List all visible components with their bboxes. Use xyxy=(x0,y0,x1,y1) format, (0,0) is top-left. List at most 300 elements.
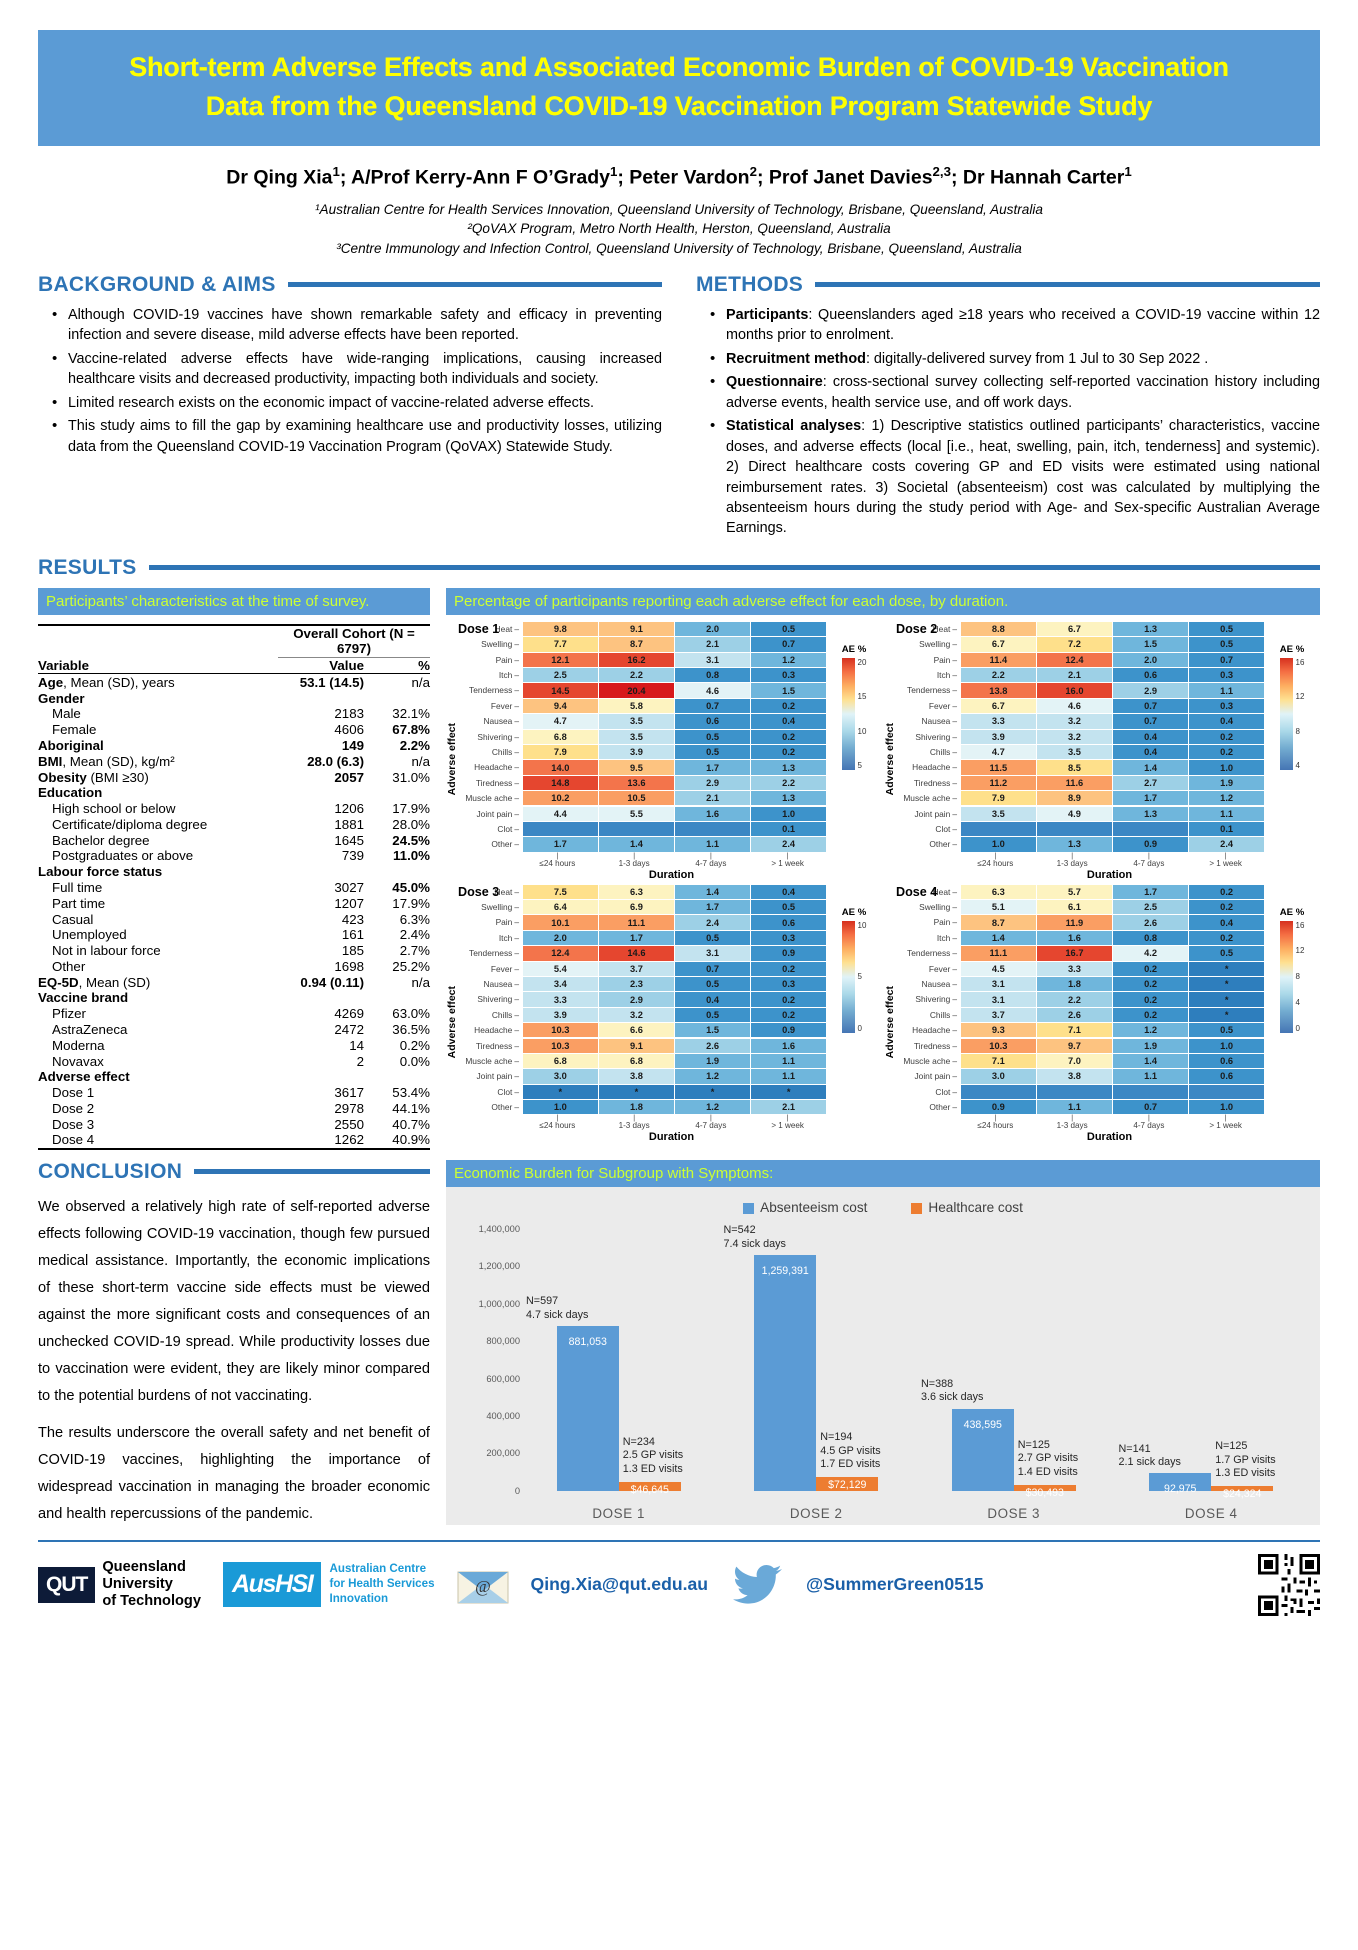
heatmap-row xyxy=(459,900,826,914)
heatmap-cell: 1.1 xyxy=(675,837,750,851)
colorbar-ticks xyxy=(1293,658,1305,770)
annotation-line: 4.7 sick days xyxy=(526,1308,589,1321)
heatmap-cell: 2.2 xyxy=(599,668,674,682)
heatmap-row-label: Chills – xyxy=(459,745,523,759)
heatmap-cell: 0.7 xyxy=(675,699,750,713)
heatmap-row-cells xyxy=(523,776,826,790)
heatmap-row-cells xyxy=(961,760,1264,774)
heatmap-cell: 7.2 xyxy=(1037,637,1112,651)
annotation-line: N=388 xyxy=(921,1378,954,1391)
heatmap-cell: 10.3 xyxy=(961,1039,1036,1053)
tick-mark-icon: | xyxy=(786,852,789,860)
heatmap-cell: 0.6 xyxy=(675,714,750,728)
heatmap-row-cells xyxy=(961,992,1264,1006)
chart-legend xyxy=(446,1187,1320,1215)
heatmap-cell: 3.1 xyxy=(675,946,750,960)
heatmap-cell: 3.2 xyxy=(1037,714,1112,728)
heatmap-row xyxy=(459,1039,826,1053)
bar-value-label: 881,053 xyxy=(568,1336,607,1348)
heatmap-row-label: Clot – xyxy=(897,1085,961,1099)
healthcare-bar[interactable] xyxy=(619,1482,681,1497)
heatmap-row xyxy=(897,653,1264,667)
heatmap-title: Dose 4 xyxy=(896,884,938,899)
heatmap-cell: 0.6 xyxy=(1189,1069,1264,1083)
heatmap-row-cells xyxy=(523,900,826,914)
heatmap-cell: 2.2 xyxy=(961,668,1036,682)
heatmap-row xyxy=(897,977,1264,991)
background-bullet-list xyxy=(38,305,662,457)
absenteeism-bar[interactable] xyxy=(1149,1473,1211,1496)
colorbar-body xyxy=(1280,658,1305,770)
healthcare-annotation xyxy=(820,1431,880,1471)
tick-mark-icon: | xyxy=(994,852,997,860)
heatmap-row-cells xyxy=(523,637,826,651)
heatmap-row xyxy=(897,915,1264,929)
heatmap-cell: 0.2 xyxy=(1189,730,1264,744)
heatmap-cell: * xyxy=(1189,992,1264,1006)
heatmap-cell: 0.5 xyxy=(675,977,750,991)
heatmap-cell: 1.4 xyxy=(1113,1054,1188,1068)
colorbar-tick: 4 xyxy=(1295,997,1300,1007)
heatmap-cell: 6.7 xyxy=(961,637,1036,651)
heatmap-cell: 2.5 xyxy=(1113,900,1188,914)
background-column xyxy=(38,273,662,542)
tick-mark-icon: | xyxy=(556,1115,559,1123)
heatmap-cell: 0.2 xyxy=(751,730,826,744)
heatmap-cell: 1.4 xyxy=(961,931,1036,945)
heatmap-row-label: Headache – xyxy=(897,1023,961,1037)
heatmap-row-label: Tenderness – xyxy=(459,946,523,960)
heatmap-row xyxy=(897,730,1264,744)
affiliation-3: ³Centre Immunology and Infection Control, Queensland University of Technology, Brisbane, Queensland, Australia xyxy=(336,241,1022,257)
heatmap-y-axis-label: Adverse effect xyxy=(884,985,896,1059)
colorbar-label: AE % xyxy=(1279,643,1305,655)
heatmap-cell: 6.7 xyxy=(961,699,1036,713)
heatmap-row-cells xyxy=(523,1085,826,1099)
heatmap-dose-1 xyxy=(446,622,882,881)
heatmap-cell: 11.1 xyxy=(599,915,674,929)
bar-value-label: $30,493 xyxy=(1025,1487,1064,1500)
top-columns xyxy=(38,273,1320,542)
heatmap-row-label: Other – xyxy=(897,837,961,851)
absenteeism-bar[interactable] xyxy=(754,1255,816,1491)
heatmap-cell: 3.3 xyxy=(961,714,1036,728)
heatmap-cell: 0.2 xyxy=(751,992,826,1006)
x-tick-label: | ≤24 hours xyxy=(519,854,596,868)
heatmap-cell: 2.1 xyxy=(1037,668,1112,682)
heatmap-row xyxy=(459,683,826,697)
colorbar-gradient xyxy=(842,921,855,1033)
heatmap-cell: 1.0 xyxy=(961,837,1036,851)
heatmap-row-cells xyxy=(523,931,826,945)
list-item xyxy=(714,372,1320,413)
heatmap-row xyxy=(897,1039,1264,1053)
absenteeism-annotation xyxy=(1119,1443,1181,1470)
x-tick-label: | > 1 week xyxy=(1187,854,1264,868)
colorbar-tick: 10 xyxy=(857,920,867,930)
heatmap-cell: 5.7 xyxy=(1037,885,1112,899)
heatmap-cell: 1.9 xyxy=(1189,776,1264,790)
heatmap-row-label: Other – xyxy=(459,837,523,851)
heatmap-cell: 1.6 xyxy=(675,807,750,821)
heatmap-row-cells xyxy=(523,683,826,697)
heatmap-cell: 11.1 xyxy=(961,946,1036,960)
heatmap-body xyxy=(459,885,826,1144)
heatmap-cell: 0.5 xyxy=(675,931,750,945)
heatmap-cell: 1.1 xyxy=(1189,807,1264,821)
heatmap-cell xyxy=(1037,1085,1112,1099)
table-row: BMI, Mean (SD), kg/m² 28.0 (6.3) n/a xyxy=(38,753,430,769)
twitter-icon xyxy=(730,1563,784,1607)
tick-mark-icon: | xyxy=(1147,852,1150,860)
heatmap-cell: 1.3 xyxy=(1113,622,1188,636)
colorbar-body xyxy=(842,921,867,1033)
heatmap-cell: 0.4 xyxy=(751,714,826,728)
poster-root xyxy=(0,30,1358,1950)
heatmap-cell: 14.5 xyxy=(523,683,598,697)
heatmap-cell: 1.1 xyxy=(751,1069,826,1083)
heatmap-row xyxy=(897,699,1264,713)
heatmap-cell: 1.4 xyxy=(1113,760,1188,774)
bar-group xyxy=(1113,1229,1311,1501)
bottom-columns xyxy=(38,1160,1320,1528)
absenteeism-annotation xyxy=(526,1295,588,1322)
x-tick-label: | 4-7 days xyxy=(673,1116,750,1130)
background-heading-label: BACKGROUND & AIMS xyxy=(38,272,276,296)
heatmap-cell: 0.3 xyxy=(751,668,826,682)
y-tick-label: 200,000 xyxy=(486,1448,520,1459)
heatmap-row xyxy=(897,1100,1264,1114)
heatmap-row-cells xyxy=(523,653,826,667)
heatmap-cell: 1.0 xyxy=(1189,1100,1264,1114)
heatmap-row xyxy=(459,915,826,929)
table-row: Casual 423 6.3% xyxy=(52,911,430,927)
heatmap-row-label: Headache – xyxy=(459,760,523,774)
table-row: Dose 2 2978 44.1% xyxy=(52,1100,430,1116)
heatmap-cell xyxy=(1037,822,1112,836)
heatmap-cell: 2.6 xyxy=(1037,1008,1112,1022)
heatmap-cell: 1.3 xyxy=(751,791,826,805)
heatmap-cell: 6.6 xyxy=(599,1023,674,1037)
heatmap-cell: 1.7 xyxy=(675,760,750,774)
table-row: Certificate/diploma degree 1881 28.0% xyxy=(52,816,430,832)
x-axis-categories xyxy=(520,1506,1310,1521)
heatmap-row-label: Pain – xyxy=(459,653,523,667)
heatmap-row-label: Swelling – xyxy=(897,900,961,914)
heatmap-row-cells xyxy=(961,900,1264,914)
conclusion-paragraph-1: We observed a relatively high rate of self-reported adverse effects following COVID-19 vaccination, though few pursued medical assistance. Importantly, the economic implications of these short-term vaccine side effects must be viewed against the more significant costs and consequences of an unchecked COVID-19 spread. While productivity losses due to vaccination were evident, they are likely minor compared to the potential burdens of not vaccinating. xyxy=(38,1198,430,1404)
heatmap-row-label: Clot – xyxy=(459,822,523,836)
annotation-line: N=125 xyxy=(1017,1439,1050,1452)
heatmap-row-label: Pain – xyxy=(459,915,523,929)
table-row: Dose 1 3617 53.4% xyxy=(52,1085,430,1101)
heatmap-cell: 3.1 xyxy=(675,653,750,667)
heatmap-cell: 6.7 xyxy=(1037,622,1112,636)
heatmap-row-cells xyxy=(523,807,826,821)
heatmap-cell: 0.5 xyxy=(751,900,826,914)
heatmap-cell: 0.2 xyxy=(1189,900,1264,914)
heatmap-row-label: Heat – xyxy=(897,622,961,636)
heatmap-cell: 2.0 xyxy=(1113,653,1188,667)
heatmap-cell: 1.3 xyxy=(1037,837,1112,851)
heatmap-cell: 7.9 xyxy=(961,791,1036,805)
x-tick-label: | 4-7 days xyxy=(1111,1116,1188,1130)
heatmap-cell: 7.1 xyxy=(1037,1023,1112,1037)
heatmap-row-cells xyxy=(961,776,1264,790)
heatmap-row-label: Pain – xyxy=(897,653,961,667)
legend-swatch-icon xyxy=(743,1203,754,1214)
heatmap-row-label: Heat – xyxy=(459,622,523,636)
y-axis xyxy=(446,1223,520,1496)
heatmap-row-cells xyxy=(523,837,826,851)
heatmap-cell: 2.4 xyxy=(751,837,826,851)
heading-rule xyxy=(149,565,1320,570)
bullet-label: Statistical analyses xyxy=(726,418,862,435)
heatmap-cell: 1.5 xyxy=(1113,637,1188,651)
heatmap-cell: 1.4 xyxy=(675,885,750,899)
bar-value-label: 1,259,391 xyxy=(761,1265,809,1278)
heatmap-row-cells xyxy=(523,745,826,759)
x-tick-label: | 1-3 days xyxy=(1034,854,1111,868)
heatmap-cell: 0.3 xyxy=(1189,668,1264,682)
heatmap-cell: 14.6 xyxy=(599,946,674,960)
heatmap-row-label: Chills – xyxy=(897,745,961,759)
heatmap-row-cells xyxy=(961,1100,1264,1114)
annotation-line: 1.7 GP visits xyxy=(1215,1453,1276,1466)
heatmap-caption: Percentage of participants reporting each adverse effect for each dose, by duration. xyxy=(446,588,1320,615)
heatmap-row-label: Nausea – xyxy=(897,714,961,728)
tick-mark-icon: | xyxy=(633,1115,636,1123)
x-tick-label: | > 1 week xyxy=(749,854,826,868)
heatmap-cell: 3.9 xyxy=(599,745,674,759)
methods-heading-label: METHODS xyxy=(696,272,804,296)
absenteeism-bar[interactable] xyxy=(952,1409,1014,1491)
svg-text:@: @ xyxy=(474,1576,491,1596)
heatmap-cell: 0.2 xyxy=(751,745,826,759)
colorbar-tick: 20 xyxy=(857,657,867,667)
heatmap-row-label: Itch – xyxy=(897,931,961,945)
heatmap-cell: 9.4 xyxy=(523,699,598,713)
heatmap-cell: 1.0 xyxy=(523,1100,598,1114)
heatmap-cell: 0.6 xyxy=(751,915,826,929)
colorbar-ticks xyxy=(855,921,867,1033)
colorbar-tick: 0 xyxy=(1295,1023,1300,1033)
heatmap-row xyxy=(897,745,1264,759)
annotation-line: N=141 xyxy=(1118,1442,1151,1455)
heatmap-cell: 7.1 xyxy=(961,1054,1036,1068)
table-row: AstraZeneca 2472 36.5% xyxy=(52,1022,430,1038)
absenteeism-bar[interactable] xyxy=(557,1326,619,1491)
heatmap-cell: 12.4 xyxy=(523,946,598,960)
heatmap-row-cells xyxy=(523,1069,826,1083)
heatmap-cell: 3.9 xyxy=(961,730,1036,744)
heatmap-row xyxy=(459,668,826,682)
heading-rule xyxy=(288,282,662,287)
heatmap-cell: 0.2 xyxy=(1113,977,1188,991)
heatmap-cell: 0.5 xyxy=(1189,1023,1264,1037)
aushsi-mark-icon: AusHSI xyxy=(223,1562,322,1607)
heatmap-cell: 0.5 xyxy=(751,622,826,636)
heatmap-cell: 0.7 xyxy=(751,637,826,651)
annotation-line: 1.7 ED visits xyxy=(820,1458,881,1471)
table-row: Part time 1207 17.9% xyxy=(52,895,430,911)
email-address[interactable]: Qing.Xia@qut.edu.au xyxy=(530,1574,708,1595)
annotation-line: N=194 xyxy=(820,1431,853,1444)
heatmap-row xyxy=(459,1100,826,1114)
heatmap-cell: 5.1 xyxy=(961,900,1036,914)
x-tick-label: | 4-7 days xyxy=(1111,854,1188,868)
methods-bullet-list xyxy=(696,305,1320,539)
heatmap-row xyxy=(897,637,1264,651)
tick-mark-icon: | xyxy=(1224,852,1227,860)
heatmap-cell: 11.6 xyxy=(1037,776,1112,790)
heatmap-cell: 6.9 xyxy=(599,900,674,914)
heatmap-cell: * xyxy=(1189,977,1264,991)
heatmap-cell xyxy=(599,822,674,836)
bullet-text: : cross-sectional survey collecting self-reported vaccination history including adverse events, health service use, and off work days. xyxy=(726,374,1320,411)
heatmap-row xyxy=(897,1054,1264,1068)
heatmap-cell: 1.2 xyxy=(751,653,826,667)
heatmap-row-label: Swelling – xyxy=(459,900,523,914)
heatmap-cell: 2.7 xyxy=(1113,776,1188,790)
heatmap-row-cells xyxy=(523,714,826,728)
heatmap-cell: 0.3 xyxy=(751,977,826,991)
heatmap-cell: 0.7 xyxy=(1189,653,1264,667)
heatmap-cell: 1.2 xyxy=(1113,1023,1188,1037)
annotation-line: N=597 xyxy=(526,1295,559,1308)
heatmap-row-label: Swelling – xyxy=(897,637,961,651)
heatmap-cell: 1.8 xyxy=(1037,977,1112,991)
heatmap-cell: 3.5 xyxy=(599,730,674,744)
heatmap-row-cells xyxy=(523,977,826,991)
healthcare-bar[interactable] xyxy=(816,1477,878,1490)
bar-groups xyxy=(520,1224,1310,1501)
heatmap-grid xyxy=(446,622,1320,1144)
conclusion-heading xyxy=(38,1160,430,1184)
y-tick-label: 800,000 xyxy=(486,1336,520,1347)
tick-mark-icon: | xyxy=(1224,1115,1227,1123)
heatmap-cell: 1.8 xyxy=(599,1100,674,1114)
twitter-handle[interactable]: @SummerGreen0515 xyxy=(806,1574,984,1595)
heatmap-cell: 14.8 xyxy=(523,776,598,790)
colorbar-tick: 16 xyxy=(1295,920,1305,930)
heatmap-row-cells xyxy=(523,992,826,1006)
heatmap-row-cells xyxy=(961,977,1264,991)
heatmap-row xyxy=(459,946,826,960)
economic-bar-chart xyxy=(446,1187,1320,1525)
heatmap-cell: 4.6 xyxy=(675,683,750,697)
heatmap-cell: 2.2 xyxy=(751,776,826,790)
heatmap-row-cells xyxy=(523,1039,826,1053)
colorbar-gradient xyxy=(1280,658,1293,770)
heatmap-row-label: Tiredness – xyxy=(459,776,523,790)
heatmap-cell: 7.7 xyxy=(523,637,598,651)
heatmap-cell: 2.5 xyxy=(523,668,598,682)
heatmap-title: Dose 2 xyxy=(896,621,938,636)
heatmap-row-label: Swelling – xyxy=(459,637,523,651)
healthcare-bar[interactable] xyxy=(1014,1485,1076,1500)
table-row: Female 4606 67.8% xyxy=(52,722,430,738)
colorbar-tick: 16 xyxy=(1295,657,1305,667)
heatmap-row-cells xyxy=(961,946,1264,960)
heatmap-cell: 0.9 xyxy=(751,946,826,960)
heatmap-cell: * xyxy=(751,1085,826,1099)
table-row: Age, Mean (SD), years 53.1 (14.5) n/a xyxy=(38,674,430,690)
heatmap-cell: 16.2 xyxy=(599,653,674,667)
heading-rule xyxy=(815,282,1320,287)
colorbar-gradient xyxy=(1280,921,1293,1033)
table-row: Education xyxy=(38,785,103,801)
heatmap-row xyxy=(459,931,826,945)
conclusion-heading-label: CONCLUSION xyxy=(38,1159,183,1183)
bar-value-label: 438,595 xyxy=(963,1418,1002,1431)
heatmap-cell: 1.5 xyxy=(675,1023,750,1037)
heatmap-row-cells xyxy=(523,946,826,960)
heatmap-cell: 6.3 xyxy=(961,885,1036,899)
heatmap-row-label: Clot – xyxy=(897,822,961,836)
heatmap-cell: 6.1 xyxy=(1037,900,1112,914)
heatmap-row-label: Shivering – xyxy=(897,730,961,744)
heatmap-row-label: Tenderness – xyxy=(459,683,523,697)
heatmap-cell: 20.4 xyxy=(599,683,674,697)
table-row: Aboriginal 149 2.2% xyxy=(38,737,430,753)
heatmap-cell: 4.6 xyxy=(1037,699,1112,713)
heatmap-row-cells xyxy=(961,807,1264,821)
heatmap-row-label: Muscle ache – xyxy=(897,791,961,805)
healthcare-bar[interactable] xyxy=(1211,1486,1273,1501)
annotation-line: 2.7 GP visits xyxy=(1017,1452,1079,1465)
characteristics-panel xyxy=(38,588,430,1150)
heatmap-row xyxy=(897,683,1264,697)
heatmap-cell: 6.8 xyxy=(599,1054,674,1068)
qr-code-icon xyxy=(1258,1554,1320,1616)
qut-line-1: Queensland xyxy=(102,1559,186,1576)
colorbar-label: AE % xyxy=(841,643,867,655)
heatmap-row xyxy=(897,1023,1264,1037)
colorbar xyxy=(826,885,882,1144)
heatmap-cell: 11.5 xyxy=(961,760,1036,774)
heatmap-cell: 1.1 xyxy=(751,1054,826,1068)
heatmap-row-label: Tenderness – xyxy=(897,946,961,960)
annotation-line: N=542 xyxy=(723,1224,756,1237)
heatmap-cell: 2.3 xyxy=(599,977,674,991)
heatmap-row xyxy=(897,668,1264,682)
conclusion-paragraph-2: The results underscore the overall safety and net benefit of COVID-19 vaccines, highlighting the importance of widespread vaccination in managing the broader economic and health repercussions of the pandemic. xyxy=(38,1424,430,1522)
heatmap-cell: 8.7 xyxy=(599,637,674,651)
heatmap-row-cells xyxy=(523,962,826,976)
heatmap-cell: 0.5 xyxy=(1189,946,1264,960)
heatmap-body xyxy=(897,622,1264,881)
bar-group xyxy=(520,1229,718,1497)
heatmap-row xyxy=(459,699,826,713)
heatmap-cell: 3.3 xyxy=(1037,962,1112,976)
annotation-line: 2.1 sick days xyxy=(1118,1456,1181,1469)
annotation-line: 1.3 ED visits xyxy=(622,1462,683,1475)
colorbar-tick: 0 xyxy=(857,1023,862,1033)
heatmap-cell: 10.1 xyxy=(523,915,598,929)
heatmap-row-cells xyxy=(961,1054,1264,1068)
heatmap-rows xyxy=(459,622,826,852)
heatmap-row xyxy=(459,807,826,821)
heatmap-row xyxy=(459,885,826,899)
results-heading-label: RESULTS xyxy=(38,555,137,579)
heatmap-row-label: Nausea – xyxy=(459,977,523,991)
colorbar-tick: 12 xyxy=(1295,692,1305,702)
y-tick-label: 400,000 xyxy=(486,1411,520,1422)
heatmap-row-label: Chills – xyxy=(897,1008,961,1022)
heatmap-row xyxy=(897,776,1264,790)
heatmap-cell: 8.7 xyxy=(961,915,1036,929)
